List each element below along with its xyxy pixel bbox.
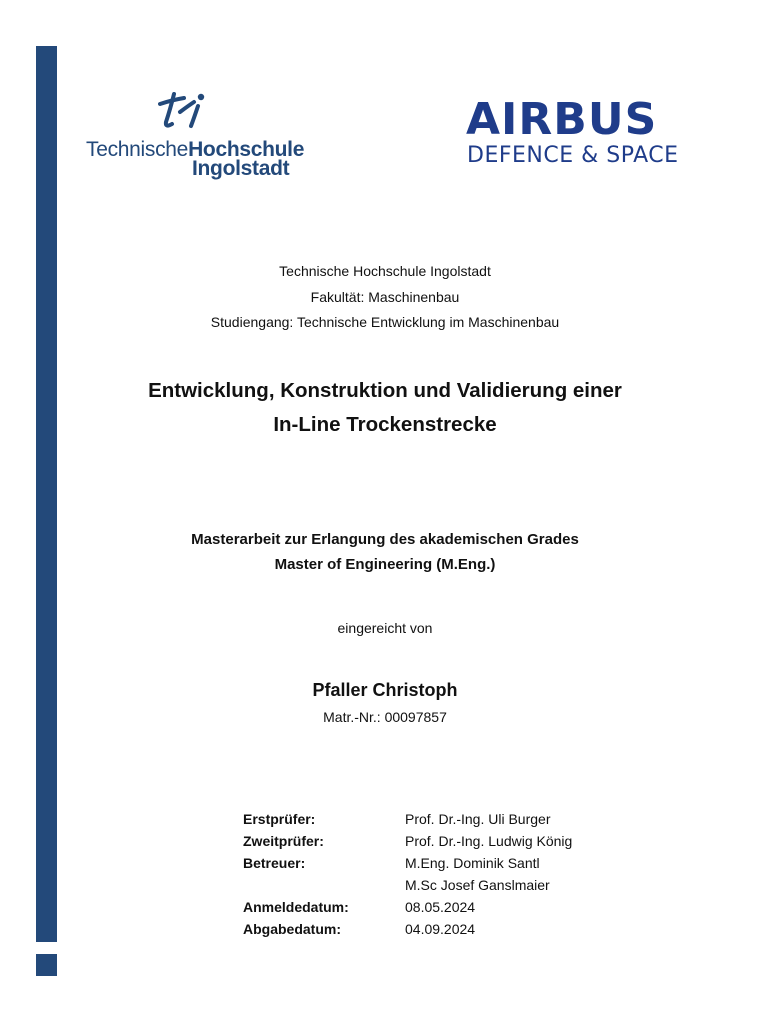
matriculation-number: Matr.-Nr.: 00097857 xyxy=(323,709,447,725)
details-label: Anmeldedatum: xyxy=(243,899,349,915)
details-value: 08.05.2024 xyxy=(405,899,476,915)
thesis-title-line1: Entwicklung, Konstruktion und Validierung einer xyxy=(148,379,622,402)
submitted-by: eingereicht von xyxy=(337,620,433,636)
details-value: M.Eng. Dominik Santl xyxy=(405,855,540,871)
airbus-logo-division: DEFENCE & SPACE xyxy=(467,143,679,168)
airbus-logo xyxy=(466,94,726,170)
airbus-logo-name: AIRBUS xyxy=(466,94,658,145)
details-row xyxy=(243,877,643,899)
details-value: M.Sc Josef Ganslmaier xyxy=(405,877,550,893)
details-table xyxy=(243,811,643,943)
thi-logo-text-bold: Hochschule xyxy=(188,138,305,161)
program-name: Studiengang: Technische Entwicklung im Maschinenbau xyxy=(210,314,560,330)
details-row xyxy=(243,811,643,833)
details-label: Zweitprüfer: xyxy=(243,833,324,849)
thi-logo xyxy=(86,92,316,184)
thi-logo-text-light: Technische xyxy=(86,138,189,161)
side-accent-square xyxy=(36,954,57,976)
details-row xyxy=(243,833,643,855)
details-value: 04.09.2024 xyxy=(405,921,476,937)
details-label: Betreuer: xyxy=(243,855,306,871)
details-label: Abgabedatum: xyxy=(243,921,341,937)
details-row xyxy=(243,899,643,921)
author-name: Pfaller Christoph xyxy=(312,680,458,700)
details-label: Erstprüfer: xyxy=(243,811,316,827)
thesis-type-line1: Masterarbeit zur Erlangung des akademischen Grades xyxy=(191,531,579,548)
thesis-type-line2: Master of Engineering (M.Eng.) xyxy=(274,556,496,573)
thi-logo-line2: Ingolstadt xyxy=(192,157,290,180)
university-name: Technische Hochschule Ingolstadt xyxy=(279,263,491,279)
details-row xyxy=(243,921,643,943)
thesis-title-line2: In-Line Trockenstrecke xyxy=(273,413,497,436)
thi-mark-icon xyxy=(158,92,208,132)
side-accent-bar xyxy=(36,46,57,942)
faculty-name: Fakultät: Maschinenbau xyxy=(310,289,460,305)
details-value: Prof. Dr.-Ing. Uli Burger xyxy=(405,811,551,827)
details-row xyxy=(243,855,643,877)
details-value: Prof. Dr.-Ing. Ludwig König xyxy=(405,833,573,849)
